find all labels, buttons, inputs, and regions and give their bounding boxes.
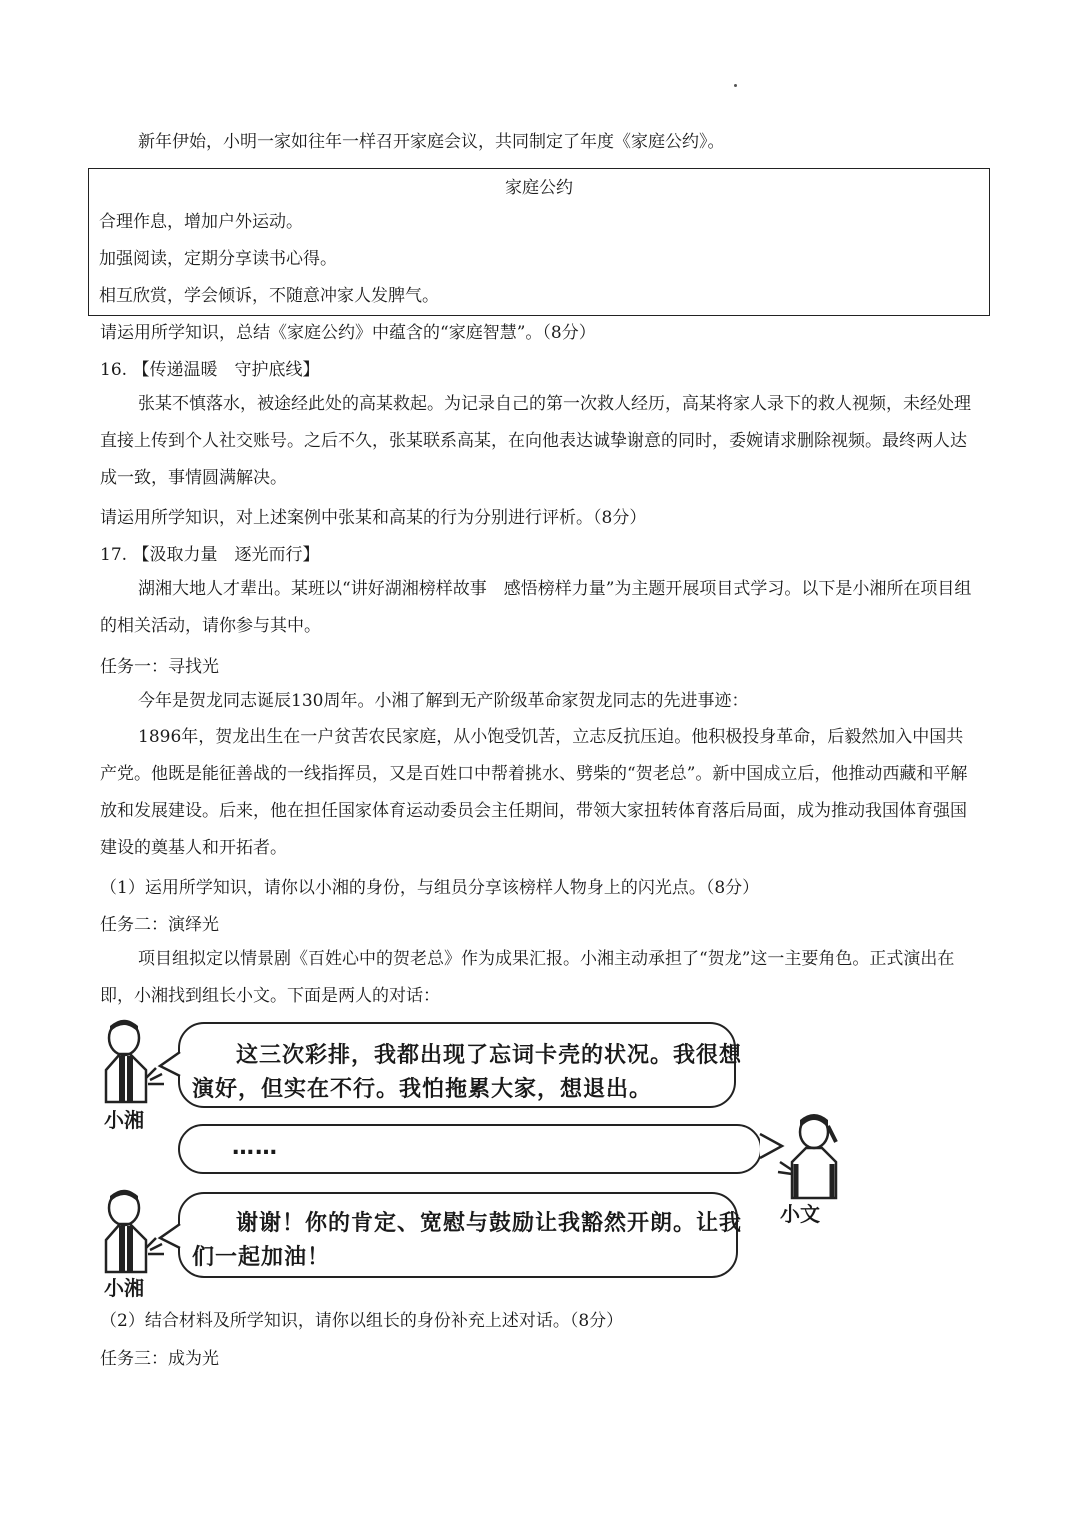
bubble-tail-1 bbox=[158, 1050, 182, 1078]
pact-line-2: 加强阅读，定期分享读书心得。 bbox=[99, 249, 337, 269]
bubble-3-line-2: 们一起加油！ bbox=[192, 1245, 331, 1270]
task2-question: （2）结合材料及所学知识，请你以组长的身份补充上述对话。（8分） bbox=[100, 1311, 624, 1331]
task2-story: 项目组拟定以情景剧《百姓心中的贺老总》作为成果汇报。小湘主动承担了“贺龙”这一主要角色。正式演出在即，小湘找到组长小文。下面是两人的对话： bbox=[100, 949, 955, 1006]
task1-lead: 今年是贺龙同志诞辰130周年。小湘了解到无产阶级革命家贺龙同志的先进事迹： bbox=[138, 691, 749, 711]
family-pact-box bbox=[88, 168, 990, 316]
task1-story: 1896年，贺龙出生在一户贫苦农民家庭，从小饱受饥苦，立志反抗压迫。他积极投身革命，后毅然加入中国共产党。他既是能征善战的一线指挥员，又是百姓口中帮着挑水、劈柴的“贺老总”。新中国成立后，他推动西藏和平解放和发展建设。后来，他在担任国家体育运动委员会主任期间，带领大家扭转体育落后局面，成为推动我国体育强国建设的奠基人和开拓者。 bbox=[100, 727, 968, 858]
pact-title: 家庭公约 bbox=[505, 178, 573, 198]
xiaowen-label: 小文 bbox=[780, 1202, 820, 1226]
pact-line-1: 合理作息，增加户外运动。 bbox=[99, 212, 303, 232]
q16-heading: 16. 【传递温暖 守护底线】 bbox=[100, 360, 320, 380]
q15-prompt: 请运用所学知识，总结《家庭公约》中蕴含的“家庭智慧”。（8分） bbox=[100, 323, 596, 343]
xiaoxiang-label-top: 小湘 bbox=[104, 1108, 144, 1132]
task3-title: 任务三：成为光 bbox=[100, 1349, 219, 1369]
bubble-1-line-2: 演好，但实在不行。我怕拖累大家，想退出。 bbox=[192, 1077, 653, 1102]
q17-heading: 17. 【汲取力量 逐光而行】 bbox=[100, 545, 320, 565]
bubble-2-text: …… bbox=[232, 1135, 278, 1160]
pact-line-3: 相互欣赏，学会倾诉，不随意冲家人发脾气。 bbox=[99, 286, 439, 306]
task1-title: 任务一：寻找光 bbox=[100, 657, 219, 677]
q17-intro: 湖湘大地人才辈出。某班以“讲好湖湘榜样故事 感悟榜样力量”为主题开展项目式学习。以下是小湘所在项目组的相关活动，请你参与其中。 bbox=[100, 579, 972, 636]
task1-question: （1）运用所学知识，请你以小湘的身份，与组员分享该榜样人物身上的闪光点。（8分） bbox=[100, 878, 760, 898]
bubble-1-line-1: 这三次彩排，我都出现了忘词卡壳的状况。我很想 bbox=[236, 1043, 743, 1068]
task2-title: 任务二：演绎光 bbox=[100, 915, 219, 935]
bubble-tail-3 bbox=[158, 1222, 182, 1250]
xiaowen-figure bbox=[778, 1112, 850, 1198]
scan-speck bbox=[734, 84, 737, 87]
q16-material: 张某不慎落水，被途经此处的高某救起。为记录自己的第一次救人经历，高某将家人录下的救人视频，未经处理直接上传到个人社交账号。之后不久，张某联系高某，在向他表达诚挚谢意的同时，委婉请求删除视频。最终两人达成一致，事情圆满解决。 bbox=[100, 394, 971, 488]
bubble-3-line-1: 谢谢！你的肯定、宽慰与鼓励让我豁然开朗。让我 bbox=[236, 1211, 743, 1236]
xiaoxiang-label-bottom: 小湘 bbox=[104, 1276, 144, 1300]
intro-paragraph: 新年伊始，小明一家如往年一样召开家庭会议，共同制定了年度《家庭公约》。 bbox=[138, 132, 725, 152]
q16-prompt: 请运用所学知识，对上述案例中张某和高某的行为分别进行评析。（8分） bbox=[100, 508, 647, 528]
